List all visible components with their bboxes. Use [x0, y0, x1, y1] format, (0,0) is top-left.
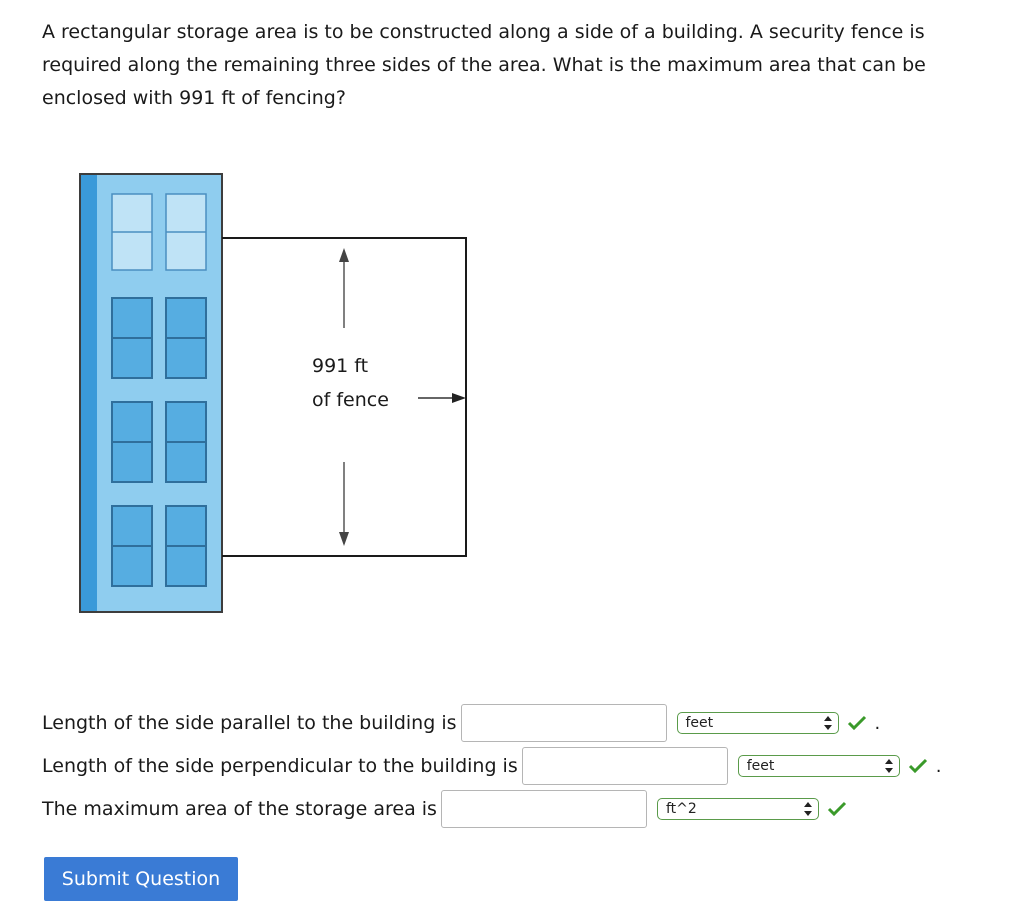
- parallel-side-input[interactable]: [461, 704, 667, 742]
- max-area-input[interactable]: [441, 790, 647, 828]
- perpendicular-side-input[interactable]: [522, 747, 728, 785]
- updown-arrows-icon: [885, 758, 893, 774]
- parallel-unit-select[interactable]: [677, 712, 839, 734]
- updown-arrows-icon: [804, 801, 812, 817]
- parallel-unit-value: feet: [685, 715, 714, 731]
- answer-row-parallel: [42, 702, 880, 744]
- arrow-down-icon: [339, 462, 349, 546]
- check-icon: [908, 757, 928, 775]
- arrow-up-icon: [339, 248, 349, 328]
- parallel-side-label: Length of the side parallel to the building is: [42, 712, 457, 734]
- building-illustration: [80, 174, 222, 612]
- fence-caption-label: of fence: [312, 389, 389, 411]
- answer-row-perpendicular: [42, 745, 941, 787]
- fence-length-label: 991 ft: [312, 355, 369, 377]
- area-unit-select[interactable]: [657, 798, 819, 820]
- check-icon: [827, 800, 847, 818]
- arrow-right-icon: [418, 393, 466, 403]
- perpendicular-unit-value: feet: [746, 758, 775, 774]
- answer-row-area: [42, 788, 855, 830]
- max-area-label: The maximum area of the storage area is: [42, 798, 437, 820]
- question-text: A rectangular storage area is to be constructed along a side of a building. A security fence is required along the remaining three sides of the area. What is the maximum area that can be enclosed with 991 ft of fencing?: [42, 21, 926, 109]
- submit-question-button[interactable]: Submit Question: [44, 857, 238, 901]
- row-suffix: .: [874, 712, 881, 734]
- perpendicular-unit-select[interactable]: [738, 755, 900, 777]
- check-icon: [847, 714, 867, 732]
- fence-diagram: [78, 170, 478, 620]
- row-suffix: .: [935, 755, 942, 777]
- updown-arrows-icon: [824, 715, 832, 731]
- area-unit-value: ft^2: [665, 801, 697, 817]
- perpendicular-side-label: Length of the side perpendicular to the building is: [42, 755, 518, 777]
